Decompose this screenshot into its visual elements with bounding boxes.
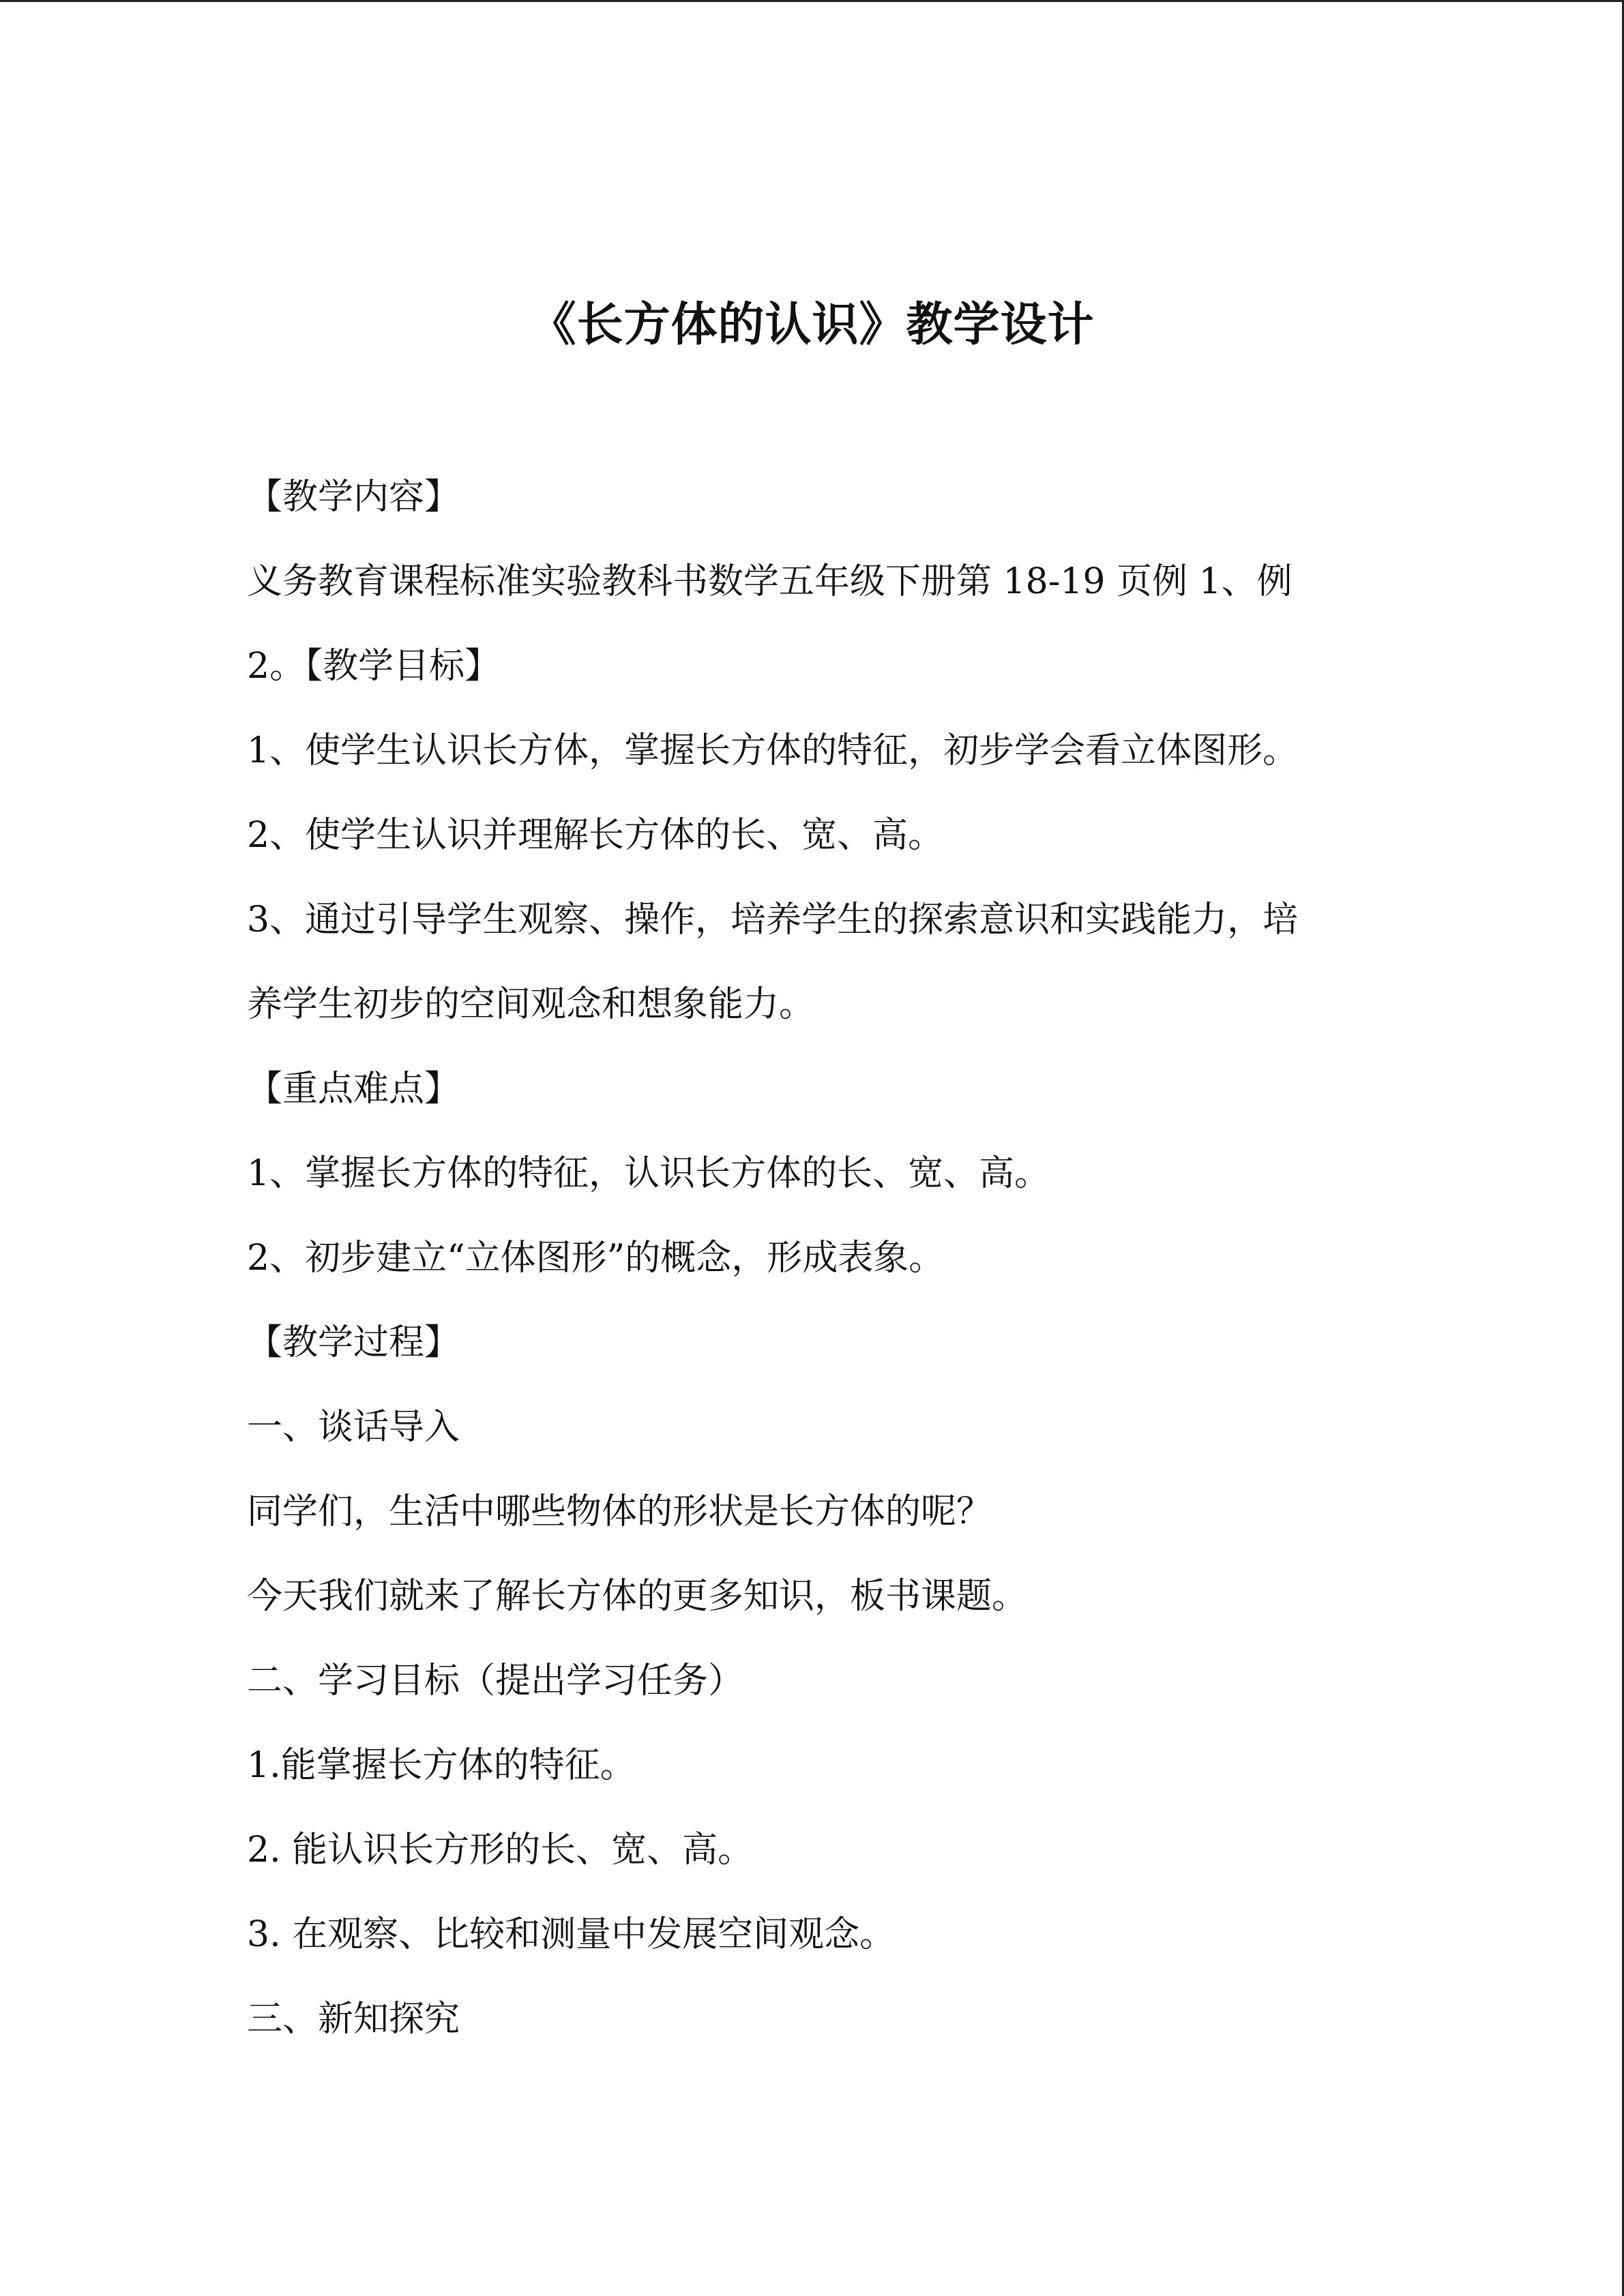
- process-step-goals-heading: 二、学习目标（提出学习任务）: [247, 1660, 744, 1701]
- document-body: [247, 468, 1379, 2074]
- intro-statement: 今天我们就来了解长方体的更多知识，板书课题。: [247, 1576, 1028, 1617]
- intro-question: 同学们，生活中哪些物体的形状是长方体的呢？: [247, 1491, 992, 1532]
- process-step-intro-heading: 一、谈话导入: [247, 1407, 460, 1448]
- goal-item-2: 2. 能认识长方形的长、宽、高。: [247, 1830, 754, 1870]
- document-title: 《长方体的认识》教学设计: [529, 297, 1095, 352]
- objective-item-1: 1、使学生认识长方体，掌握长方体的特征，初步学会看立体图形。: [247, 730, 1299, 771]
- process-step-explore-heading: 三、新知探究: [247, 1999, 460, 2040]
- key-point-item-2: 2、初步建立“立体图形”的概念，形成表象。: [247, 1238, 945, 1279]
- section-heading-process: 【教学过程】: [247, 1322, 460, 1363]
- objective-item-3-continued: 养学生初步的空间观念和想象能力。: [247, 984, 815, 1025]
- content-and-objectives-heading: 2。【教学目标】: [247, 646, 501, 687]
- key-point-item-1: 1、掌握长方体的特征，认识长方体的长、宽、高。: [247, 1153, 1050, 1194]
- content-text-line: 义务教育课程标准实验教科书数学五年级下册第 18-19 页例 1、例: [247, 561, 1293, 602]
- section-heading-key-points: 【重点难点】: [247, 1069, 460, 1109]
- objective-item-3: 3、通过引导学生观察、操作，培养学生的探索意识和实践能力，培: [247, 899, 1299, 940]
- section-heading-content: 【教学内容】: [247, 477, 460, 518]
- goal-item-3: 3. 在观察、比较和测量中发展空间观念。: [247, 1914, 896, 1955]
- objective-item-2: 2、使学生认识并理解长方体的长、宽、高。: [247, 815, 944, 856]
- goal-item-1: 1.能掌握长方体的特征。: [247, 1745, 636, 1786]
- top-border-line: [0, 0, 1624, 2]
